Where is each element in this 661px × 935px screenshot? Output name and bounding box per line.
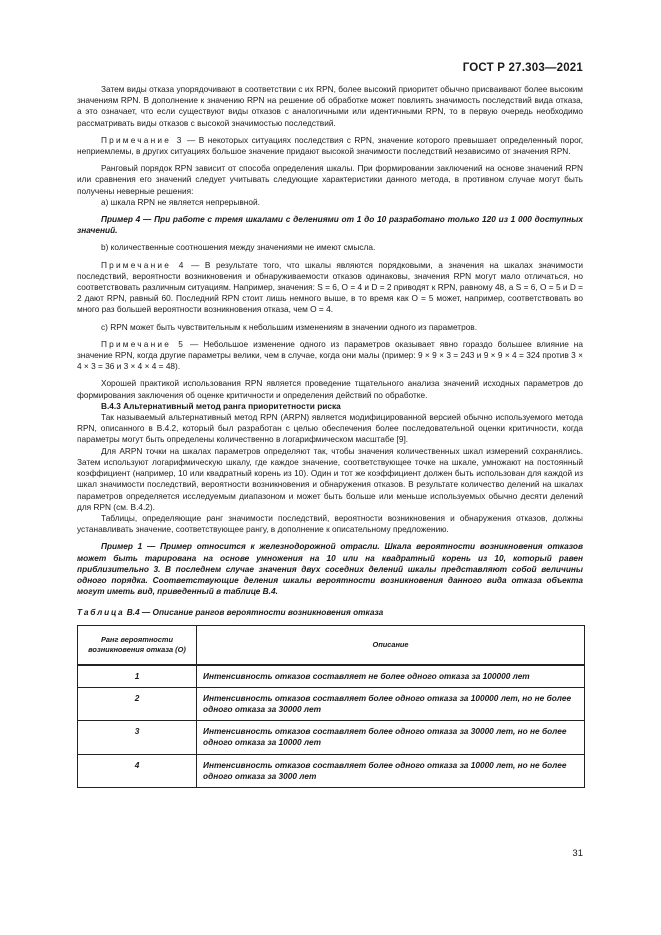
paragraph-arpn-intro: Так называемый альтернативный метод RPN (ARPN) является модифицированной версией обычно используемого метода RPN, описанного в В.4.2, который был разработан с целью обеспечения более последовательной оценки критичности, когда параметры могут быть определены количественно в логарифмическом масштабе [9]. [77, 412, 583, 445]
paragraph-tables: Таблицы, определяющие ранг значимости последствий, вероятности возникновения и обнаружения отказов, должны устанавливать значение, соответствующее рангу, в дополнение к описательному предложению. [77, 512, 583, 535]
table-caption-label: Таблица [77, 607, 125, 618]
paragraph-arpn-scales: Для ARPN точки на шкалах параметров определяют так, чтобы значения количественных шкал измерений сохранялись. Затем используют логарифмическую шкалу, где каждое значение, соответствующее точке на шкале, умножают на постоянный коэффициент (например, 10 или квадратный корень из 10). Один и тот же коэффициент должен быть использован для каждой из шкал значимости последствий, вероятности возникновения и обнаружения отказов. В результате количество делений на шкалах параметров определяется исследуемым диапазоном и может быть больше или меньше используемых обычно десяти делений для RPN (см. В.4.2). [77, 445, 583, 512]
document-header: ГОСТ Р 27.303—2021 [462, 62, 583, 74]
note-3-label: Примечание 3 [101, 134, 184, 145]
note-4-label: Примечание 4 [101, 259, 186, 270]
example-4: Пример 4 — При работе с тремя шкалами с делениями от 1 до 10 разработано только 120 из 1 000 доступных значений. [77, 214, 583, 236]
example-1: Пример 1 — Пример относится к железнодорожной отрасли. Шкала вероятности возникновения отказов может быть тарирована на основе умножения на 10 или на квадратный корень из 10, который равен приблизительно 3. В последнем случае значения двух соседних делений шкалы представляют собой величины одного порядка. Соответствующие деления шкалы вероятности возникновения данного вида отказа объекта могут иметь вид, приведенный в таблице В.4. [77, 541, 583, 597]
note-4 [77, 260, 583, 316]
note-3 [77, 135, 583, 157]
table-row [78, 665, 585, 688]
table-cell-description: Интенсивность отказов составляет более одного отказа за 30000 лет, но не более одного отказа за 10000 лет [197, 721, 585, 754]
occurrence-rank-table [77, 625, 585, 788]
table-cell-description: Интенсивность отказов составляет более одного отказа за 10000 лет, но не более одного отказа за 3000 лет [197, 754, 585, 787]
page-number: 31 [572, 848, 583, 859]
note-5-label: Примечание 5 [101, 338, 186, 349]
table-cell-rank: 2 [78, 687, 197, 720]
table-row [78, 721, 585, 754]
table-caption [77, 607, 583, 618]
paragraph-rank-order: Ранговый порядок RPN зависит от способа определения шкалы. При формировании заключений на основе значений RPN или сравнения его значений следует учитывать следующие характеристики данного метода, в противном случае могут быть получены неверные решения: [77, 163, 583, 196]
list-item-b: b) количественные соотношения между значениями не имеют смысла. [101, 242, 376, 253]
page-content [77, 84, 583, 788]
paragraph-good-practice: Хорошей практикой использования RPN является проведение тщательного анализа значений исходных параметров до формирования заключения об оценке критичности и определения действий по обработке. [77, 378, 583, 400]
note-4-text: — В результате того, что шкалы являются порядковыми, а значения на шкалах значимости последствий, вероятности возникновения и обнаруживаемости отказов одинаковы, значения RPN могут мало отличаться, но соответствовать различным ситуациям. Например, значения: S = 6, O = 4 и D = 2 приводят к RPN, равному 48, а S = 6, O = 5 и D = 2 дают RPN, равный 60. Последний RPN стоит лишь немного выше, в то время как O = 5 может, например, соответствовать во много раз большей вероятности возникновения отказа, чем O = 4. [77, 259, 584, 315]
paragraph-rpn-ordering: Затем виды отказа упорядочивают в соответствии с их RPN, более высокий приоритет обычно присваивают более высоким значениям RPN. В дополнение к значению RPN на решение об обработке может повлиять значимость последствий вида отказа, а это означает, что если существуют виды отказов с аналогичными или идентичными RPN, то в первую очередь необходимо рассматривать виды отказов с высокой значимостью последствий. [77, 84, 583, 128]
table-cell-description: Интенсивность отказов составляет не более одного отказа за 100000 лет [197, 665, 585, 688]
list-item-a: а) шкала RPN не является непрерывной. [101, 196, 260, 207]
table-caption-text: В.4 — Описание рангов вероятности возникновения отказа [124, 607, 384, 618]
table-row [78, 754, 585, 787]
table-cell-rank: 3 [78, 721, 197, 754]
list-item-c: c) RPN может быть чувствительным к небольшим изменениям в значении одного из параметров. [101, 321, 478, 332]
table-row [78, 687, 585, 720]
table-cell-rank: 4 [78, 754, 197, 787]
note-5-text: — Небольшое изменение одного из параметров оказывает явно гораздо большее влияние на значение RPN, когда другие параметры велики, чем в случае, когда они малы (пример: 9 × 9 × 3 = 243 и 9 × 9 × 4 = 324 против 3 × 4 × 3 = 36 и 3 × 4 × 4 = 48). [77, 338, 584, 372]
table-header-rank: Ранг вероятности возникновения отказа (О) [78, 625, 197, 665]
table-cell-description: Интенсивность отказов составляет более одного отказа за 100000 лет, но не более одного отказа за 30000 лет [197, 687, 585, 720]
section-title-b43: В.4.3 Альтернативный метод ранга приоритетности риска [101, 400, 341, 411]
table-cell-rank: 1 [78, 665, 197, 688]
note-5 [77, 339, 583, 373]
note-3-text: — В некоторых ситуациях последствия с RPN, значение которого превышает определенный порог, неприемлемы, в других ситуациях большое значение придают высокой значимости последствий независимо от значения RPN. [77, 134, 584, 157]
table-header-description: Описание [197, 625, 585, 665]
table-header-row [78, 625, 585, 665]
